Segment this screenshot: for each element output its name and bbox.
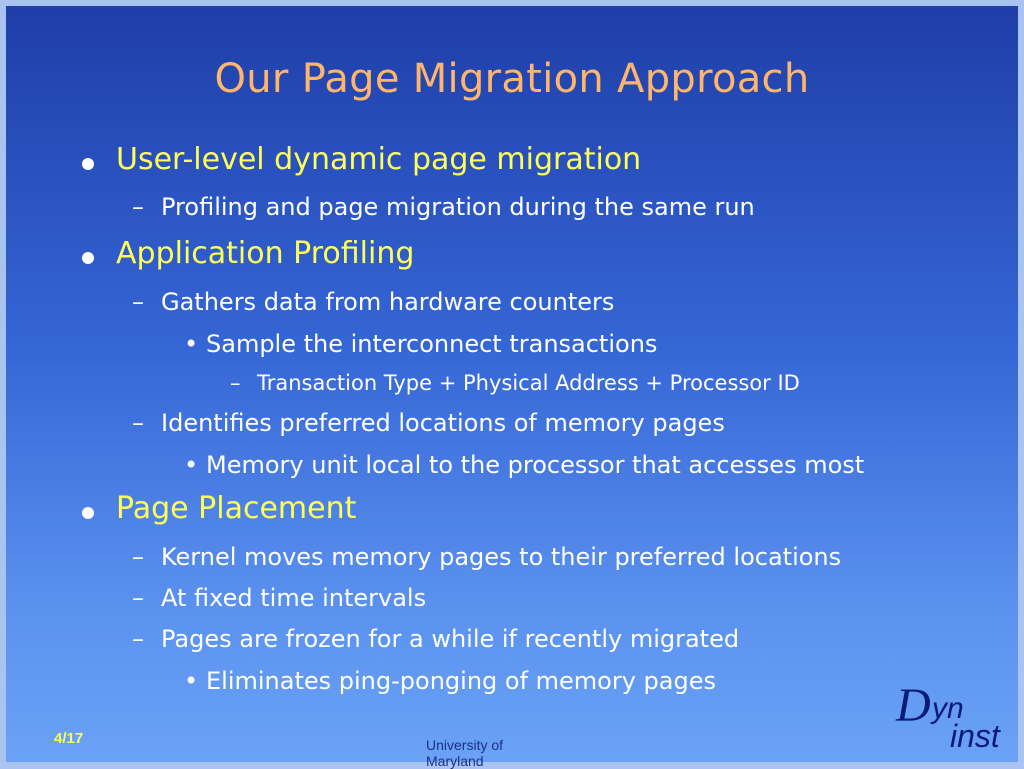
bullet-user-level: User-level dynamic page migration: [116, 142, 642, 177]
sub-transaction-type: Transaction Type + Physical Address + Processor ID: [257, 371, 800, 395]
sub-memory-unit-local: Memory unit local to the processor that accesses most: [206, 451, 865, 479]
dyninst-logo: [896, 678, 1016, 762]
sub-gathers-data: Gathers data from hardware counters: [161, 288, 615, 316]
logo-letters-yn: yn: [932, 692, 964, 725]
sub-sample-interconnect: Sample the interconnect transactions: [206, 330, 658, 358]
dot-marker: •: [184, 451, 199, 479]
bullet-dot: [82, 252, 94, 264]
dash-marker: –: [230, 371, 241, 395]
dash-marker: –: [132, 193, 144, 221]
sub-eliminates-ping-pong: Eliminates ping-ponging of memory pages: [206, 667, 716, 695]
logo-letters-inst: inst: [950, 718, 1000, 754]
dash-marker: –: [132, 584, 144, 612]
dash-marker: –: [132, 543, 144, 571]
footer-institution: University of Maryland: [426, 737, 504, 769]
sub-identifies-locations: Identifies preferred locations of memory pages: [161, 409, 725, 437]
dash-marker: –: [132, 409, 144, 437]
bullet-page-placement: Page Placement: [116, 491, 357, 526]
sub-profiling: Profiling and page migration during the same run: [161, 193, 755, 221]
dash-marker: –: [132, 625, 144, 653]
bullet-application-profiling: Application Profiling: [116, 236, 415, 271]
dot-marker: •: [184, 330, 199, 358]
dash-marker: –: [132, 288, 144, 316]
slide-number: 4/17: [54, 730, 84, 747]
slide-title: Our Page Migration Approach: [214, 56, 810, 102]
sub-pages-frozen: Pages are frozen for a while if recently migrated: [161, 625, 740, 653]
bullet-dot: [82, 158, 94, 170]
slide: [6, 6, 1018, 762]
dot-marker: •: [184, 667, 199, 695]
sub-kernel-moves: Kernel moves memory pages to their preferred locations: [161, 543, 842, 571]
bullet-dot: [82, 507, 94, 519]
sub-fixed-intervals: At fixed time intervals: [161, 584, 427, 612]
logo-letter-d: D: [896, 679, 931, 732]
